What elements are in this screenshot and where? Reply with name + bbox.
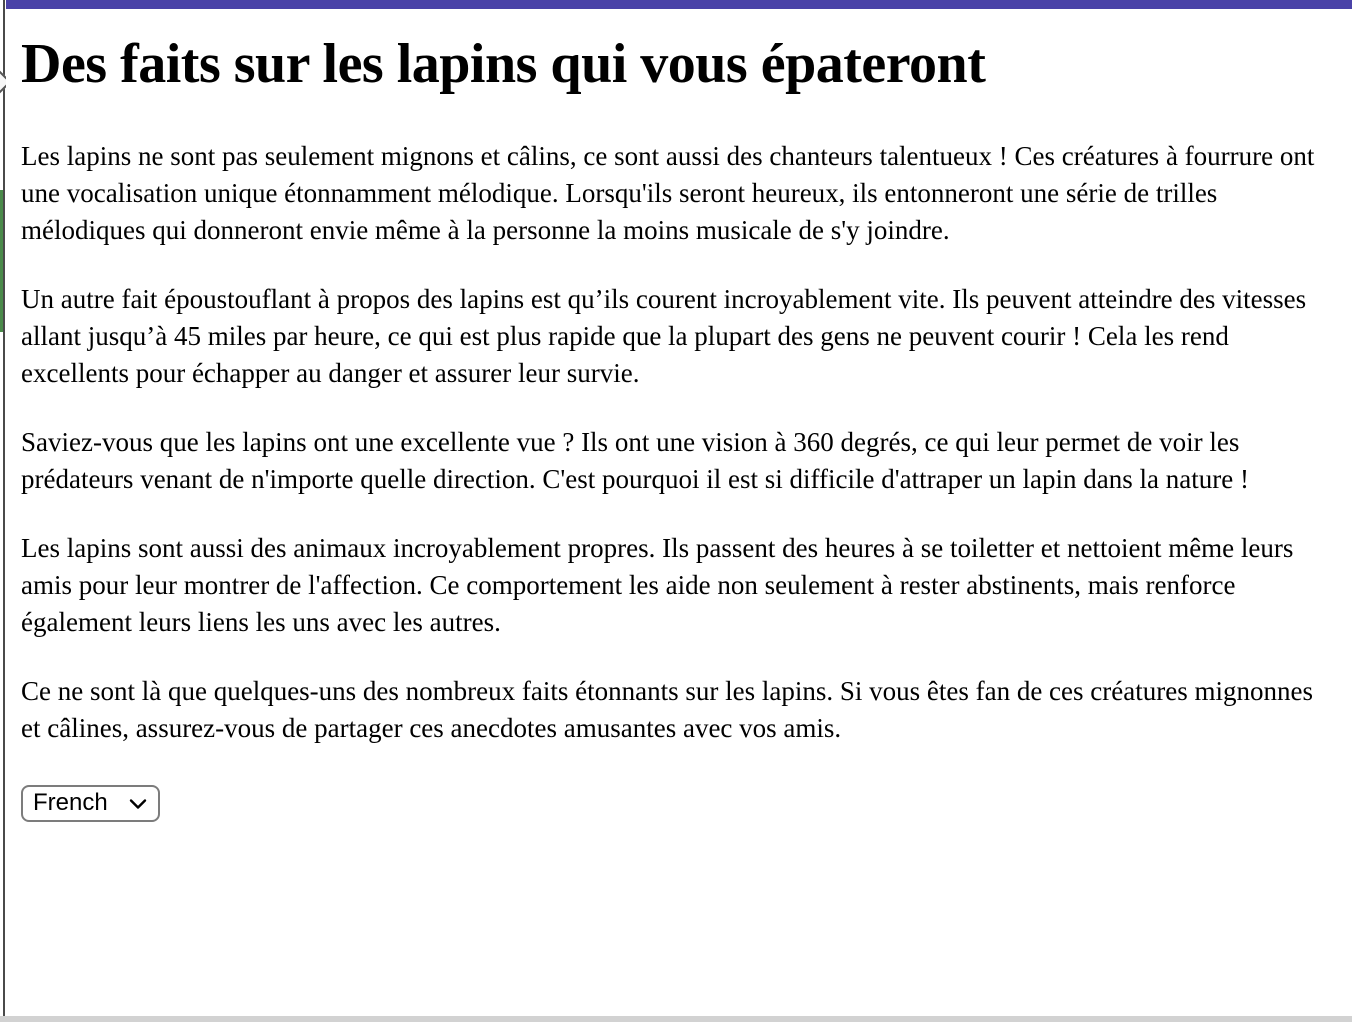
paragraph-share: Ce ne sont là que quelques-uns des nombreux faits étonnants sur les lapins. Si vous êtes fan de ces créatures mignonnes et câlines, assurez-vous de partager ces anecdotes amusantes avec vos amis. — [21, 676, 1313, 744]
diamond-icon — [0, 64, 6, 101]
paragraph-speed: Un autre fait époustouflant à propos des lapins est qu’ils courent incroyablement vite. Ils peuvent atteindre des vitesses allant jusqu’à 45 miles par heure, ce qui est plus rapide que la plupart des gens ne peuvent courir ! Cela les rend excellents pour échapper au danger et assurer leur survie. — [21, 284, 1307, 389]
article — [21, 0, 1332, 822]
page-title: Des faits sur les lapins qui vous épateront — [21, 33, 986, 95]
language-select-wrap — [21, 785, 160, 822]
language-select[interactable] — [21, 785, 160, 822]
language-row — [21, 785, 1332, 822]
panel-left-border — [3, 0, 5, 1016]
horizontal-scrollbar[interactable] — [0, 1016, 1352, 1022]
edge-partial-icon — [0, 55, 6, 110]
green-edge-strip — [0, 190, 3, 332]
paragraph-grooming: Les lapins sont aussi des animaux incroyablement propres. Ils passent des heures à se toiletter et nettoient même leurs amis pour leur montrer de l'affection. Ce comportement les aide non seulement à rester abstinents, mais renforce également leurs liens les uns avec les autres. — [21, 533, 1294, 638]
paragraph-singing: Les lapins ne sont pas seulement mignons et câlins, ce sont aussi des chanteurs talentueux ! Ces créatures à fourrure ont une vocalisation unique étonnamment mélodique. Lorsqu'ils seront heureux, ils entonneront une série de trilles mélodiques qui donneront envie même à la personne la moins musicale de s'y joindre. — [21, 141, 1315, 246]
paragraph-vision: Saviez-vous que les lapins ont une excellente vue ? Ils ont une vision à 360 degrés, ce qui leur permet de voir les prédateurs venant de n'importe quelle direction. C'est pourquoi il est si difficile d'attraper un lapin dans la nature ! — [21, 427, 1249, 495]
